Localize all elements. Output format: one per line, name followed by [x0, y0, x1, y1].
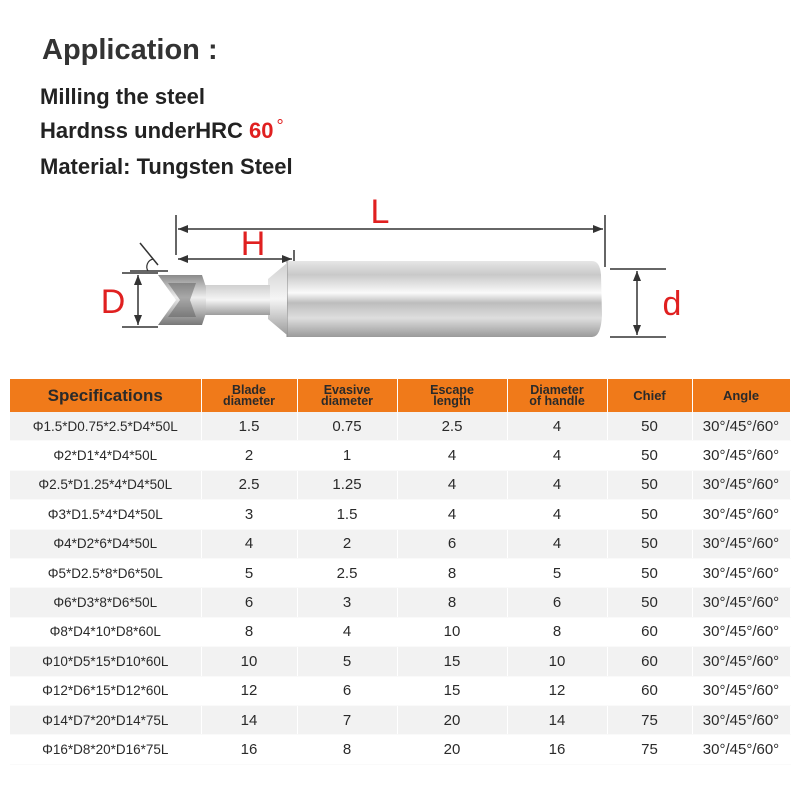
hardness-value: 60: [249, 118, 274, 143]
hardness-prefix: Hardnss underHRC: [40, 118, 250, 143]
cell-handle-diameter: 4: [507, 441, 607, 470]
cell-chief: 75: [607, 735, 692, 764]
cell-handle-diameter: 14: [507, 705, 607, 734]
cell-evasive-diameter: 7: [297, 705, 397, 734]
degree-symbol: °: [276, 116, 284, 136]
cell-angle: 30°/45°/60°: [692, 500, 790, 529]
header-angle: Angle: [692, 379, 790, 412]
cell-evasive-diameter: 5: [297, 647, 397, 676]
cell-angle: 30°/45°/60°: [692, 529, 790, 558]
cell-chief: 50: [607, 470, 692, 499]
cell-angle: 30°/45°/60°: [692, 412, 790, 441]
header-evasive-diameter: Evasive diameter: [297, 379, 397, 412]
table-row: [10, 558, 790, 587]
cell-blade-diameter: 14: [201, 705, 297, 734]
cell-blade-diameter: 6: [201, 588, 297, 617]
cell-blade-diameter: 12: [201, 676, 297, 705]
cell-evasive-diameter: 0.75: [297, 412, 397, 441]
cell-handle-diameter: 10: [507, 647, 607, 676]
cell-handle-diameter: 5: [507, 558, 607, 587]
cell-escape-length: 6: [397, 529, 507, 558]
cell-blade-diameter: 10: [201, 647, 297, 676]
cell-specification: Φ2*D1*4*D4*50L: [10, 441, 201, 470]
cell-evasive-diameter: 1.25: [297, 470, 397, 499]
table-row: [10, 588, 790, 617]
cell-angle: 30°/45°/60°: [692, 470, 790, 499]
cell-escape-length: 4: [397, 500, 507, 529]
cell-evasive-diameter: 1: [297, 441, 397, 470]
cell-chief: 60: [607, 617, 692, 646]
cell-escape-length: 8: [397, 588, 507, 617]
cell-handle-diameter: 4: [507, 529, 607, 558]
application-title: Application :: [42, 34, 218, 66]
cell-blade-diameter: 2: [201, 441, 297, 470]
cell-escape-length: 2.5: [397, 412, 507, 441]
cell-escape-length: 20: [397, 705, 507, 734]
cell-blade-diameter: 4: [201, 529, 297, 558]
cell-specification: Φ8*D4*10*D8*60L: [10, 617, 201, 646]
cell-escape-length: 4: [397, 470, 507, 499]
cell-handle-diameter: 8: [507, 617, 607, 646]
cell-specification: Φ3*D1.5*4*D4*50L: [10, 500, 201, 529]
cell-blade-diameter: 2.5: [201, 470, 297, 499]
application-line-material: Material: Tungsten Steel: [40, 154, 293, 179]
cell-blade-diameter: 5: [201, 558, 297, 587]
dovetail-cutter-diagram: [0, 195, 800, 355]
header-escape-length: Escape length: [397, 379, 507, 412]
cell-angle: 30°/45°/60°: [692, 676, 790, 705]
cell-angle: 30°/45°/60°: [692, 647, 790, 676]
dimension-D: [101, 273, 158, 327]
cell-evasive-diameter: 4: [297, 617, 397, 646]
cell-handle-diameter: 16: [507, 735, 607, 764]
table-row: [10, 735, 790, 764]
cell-chief: 50: [607, 529, 692, 558]
table-row: [10, 676, 790, 705]
table-row: [10, 529, 790, 558]
cell-evasive-diameter: 2.5: [297, 558, 397, 587]
cell-escape-length: 4: [397, 441, 507, 470]
table-row: [10, 500, 790, 529]
cell-blade-diameter: 3: [201, 500, 297, 529]
cutter-tool: [158, 261, 602, 337]
header-chief: Chief: [607, 379, 692, 412]
cell-specification: Φ10*D5*15*D10*60L: [10, 647, 201, 676]
cell-evasive-diameter: 2: [297, 529, 397, 558]
cell-chief: 75: [607, 705, 692, 734]
cell-specification: Φ2.5*D1.25*4*D4*50L: [10, 470, 201, 499]
cell-escape-length: 10: [397, 617, 507, 646]
cell-specification: Φ1.5*D0.75*2.5*D4*50L: [10, 412, 201, 441]
cell-chief: 60: [607, 647, 692, 676]
cell-evasive-diameter: 3: [297, 588, 397, 617]
table-header-row: [10, 379, 790, 412]
cell-evasive-diameter: 1.5: [297, 500, 397, 529]
application-line-milling: Milling the steel: [40, 84, 206, 109]
cell-chief: 50: [607, 558, 692, 587]
label-L: L: [370, 195, 390, 231]
cell-angle: 30°/45°/60°: [692, 617, 790, 646]
cell-specification: Φ6*D3*8*D6*50L: [10, 588, 201, 617]
cell-specification: Φ12*D6*15*D12*60L: [10, 676, 201, 705]
cell-escape-length: 15: [397, 647, 507, 676]
cell-angle: 30°/45°/60°: [692, 558, 790, 587]
table-row: [10, 441, 790, 470]
table-row: [10, 617, 790, 646]
cell-chief: 50: [607, 500, 692, 529]
table-row: [10, 705, 790, 734]
cell-handle-diameter: 4: [507, 470, 607, 499]
cell-handle-diameter: 4: [507, 412, 607, 441]
cell-specification: Φ14*D7*20*D14*75L: [10, 705, 201, 734]
cell-angle: 30°/45°/60°: [692, 705, 790, 734]
label-d: d: [662, 285, 682, 323]
header-handle-diameter: Diameter of handle: [507, 379, 607, 412]
cell-specification: Φ16*D8*20*D16*75L: [10, 735, 201, 764]
cell-blade-diameter: 16: [201, 735, 297, 764]
cell-evasive-diameter: 6: [297, 676, 397, 705]
table-row: [10, 470, 790, 499]
cell-chief: 60: [607, 676, 692, 705]
cell-chief: 50: [607, 412, 692, 441]
cell-evasive-diameter: 8: [297, 735, 397, 764]
cell-escape-length: 20: [397, 735, 507, 764]
application-line-hardness: [40, 118, 284, 144]
table-row: [10, 412, 790, 441]
dimension-H: [178, 225, 294, 267]
cell-chief: 50: [607, 588, 692, 617]
cell-angle: 30°/45°/60°: [692, 588, 790, 617]
specifications-table: [10, 379, 791, 765]
cell-angle: 30°/45°/60°: [692, 735, 790, 764]
label-H: H: [240, 225, 266, 263]
cell-escape-length: 8: [397, 558, 507, 587]
cell-handle-diameter: 4: [507, 500, 607, 529]
cell-handle-diameter: 6: [507, 588, 607, 617]
label-D: D: [100, 283, 126, 321]
cell-blade-diameter: 1.5: [201, 412, 297, 441]
header-blade-diameter: Blade diameter: [201, 379, 297, 412]
header-specifications: Specifications: [10, 379, 201, 412]
cell-handle-diameter: 12: [507, 676, 607, 705]
table-row: [10, 647, 790, 676]
cell-angle: 30°/45°/60°: [692, 441, 790, 470]
cell-escape-length: 15: [397, 676, 507, 705]
cell-specification: Φ5*D2.5*8*D6*50L: [10, 558, 201, 587]
cell-chief: 50: [607, 441, 692, 470]
cell-blade-diameter: 8: [201, 617, 297, 646]
dimension-d: [610, 269, 681, 337]
cell-specification: Φ4*D2*6*D4*50L: [10, 529, 201, 558]
angle-indicator: [130, 243, 168, 271]
table-body: [10, 412, 790, 764]
